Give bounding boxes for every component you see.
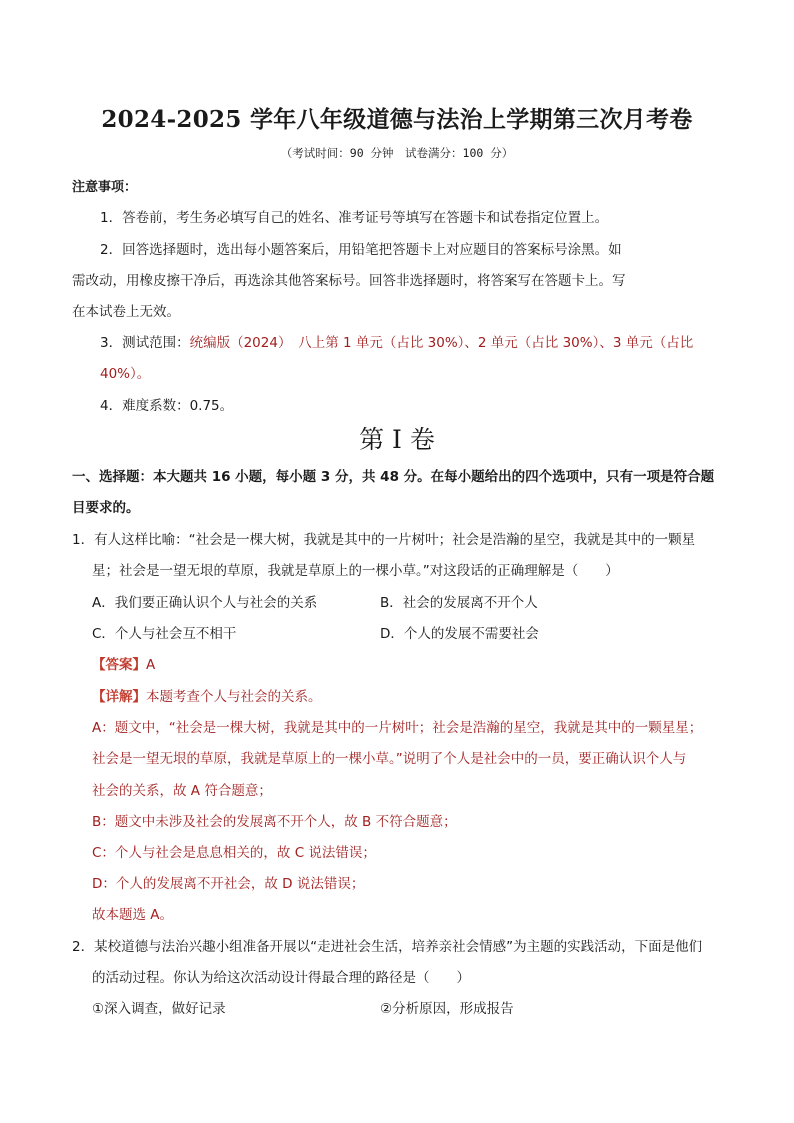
section-title: 第 I 卷 — [359, 425, 435, 454]
q2-stem-line-1: 2．某校道德与法治兴趣小组准备开展以“走进社会生活，培养亲社会情感”为主题的实践活动，下面是他们 — [72, 939, 703, 955]
q1-explanation-a-line-3: 社会的关系，故 A 符合题意； — [92, 783, 272, 799]
q1-option-b: B．社会的发展离不开个人 — [380, 595, 538, 611]
notice-heading: 注意事项： — [72, 180, 138, 195]
answer-label: 【答案】 — [92, 657, 146, 673]
notice-item-3 — [100, 331, 693, 351]
detail-label: 【详解】 — [92, 689, 146, 705]
q1-stem-line-1: 1．有人这样比喻：“社会是一棵大树，我就是其中的一片树叶；社会是浩瀚的星空，我就是其中的一颗星 — [72, 532, 696, 548]
section-instruction-line-2: 目要求的。 — [72, 500, 140, 516]
q1-option-d: D．个人的发展不需要社会 — [380, 626, 539, 642]
q1-option-a: A．我们要正确认识个人与社会的关系 — [92, 595, 318, 611]
q1-option-c: C．个人与社会互不相干 — [92, 626, 237, 642]
answer-value: A — [146, 657, 156, 673]
q1-explanation-c: C：个人与社会是息息相关的，故 C 说法错误； — [92, 845, 376, 861]
q1-stem-line-2: 星；社会是一望无垠的草原，我就是草原上的一棵小草。”对这段话的正确理解是（ ） — [92, 563, 619, 579]
q1-detail — [92, 685, 322, 705]
q1-explanation-a-line-2: 社会是一望无垠的草原，我就是草原上的一棵小草。”说明了个人是社会中的一员，要正确认识个人与 — [92, 751, 687, 767]
q1-explanation-d: D：个人的发展离不开社会，故 D 说法错误； — [92, 876, 365, 892]
notice-item-1: 1．答卷前，考生务必填写自己的姓名、准考证号等填写在答题卡和试卷指定位置上。 — [100, 210, 609, 226]
q1-explanation-a-line-1: A：题文中，“社会是一棵大树，我就是其中的一片树叶；社会是浩瀚的星空，我就是其中的一颗星星； — [92, 720, 703, 736]
notice-item-2-line-3: 在本试卷上无效。 — [72, 304, 180, 320]
notice-item-4: 4．难度系数：0.75。 — [100, 398, 234, 414]
notice-item-2-line-1: 2．回答选择题时，选出每小题答案后，用铅笔把答题卡上对应题目的答案标号涂黑。如 — [100, 242, 622, 258]
test-scope: 统编版（2024） 八上第 1 单元（占比 30%）、2 单元（占比 30%）、3 单元（占比 — [189, 335, 694, 351]
q2-step-1: ①深入调查，做好记录 — [92, 1001, 226, 1017]
exam-title: 2024-2025 学年八年级道德与法治上学期第三次月考卷 — [101, 106, 693, 133]
q1-conclusion: 故本题选 A。 — [92, 907, 174, 923]
section-instruction-line-1: 一、选择题：本大题共 16 小题，每小题 3 分，共 48 分。在每小题给出的四个选项中，只有一项是符合题 — [72, 469, 715, 485]
notice-item-3-line-2: 40%）。 — [100, 366, 151, 382]
notice-item-2-line-2: 需改动，用橡皮擦干净后，再选涂其他答案标号。回答非选择题时，将答案写在答题卡上。写 — [72, 273, 626, 289]
q1-explanation-b: B：题文中未涉及社会的发展离不开个人，故 B 不符合题意； — [92, 814, 457, 830]
exam-subtitle: （考试时间：90 分钟 试卷满分：100 分） — [280, 146, 514, 160]
q2-step-2: ②分析原因，形成报告 — [380, 1001, 514, 1017]
notice-item-3-prefix: 3．测试范围： — [100, 335, 190, 351]
q2-stem-line-2: 的活动过程。你认为给这次活动设计得最合理的路径是（ ） — [92, 970, 470, 986]
detail-intro: 本题考查个人与社会的关系。 — [146, 689, 322, 705]
q1-answer — [92, 653, 155, 673]
